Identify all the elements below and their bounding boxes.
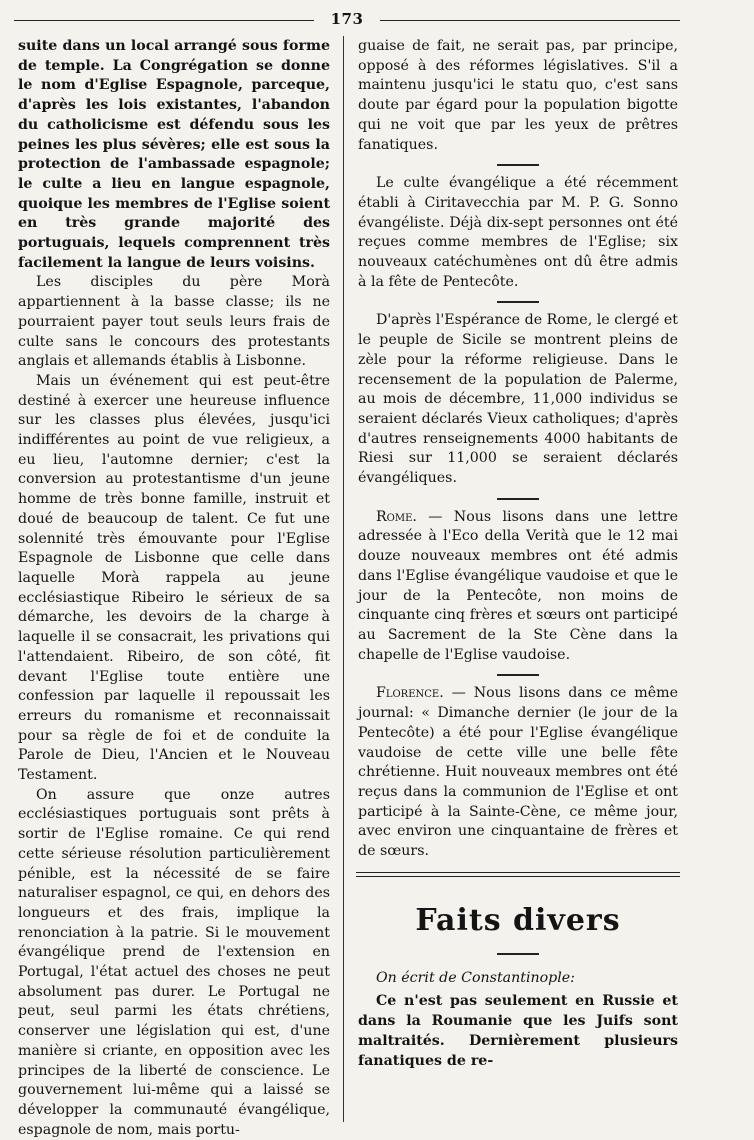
item-text-florence: — Nous lisons dans ce même journal: « Dimanche dernier (le jour de la Pentecôte) a été pour l'Eglise évangélique vaudoise de cette ville une belle fête chrétienne. Huit nouveaux membres ont été reçus dans la communion de l'Eglise et ont participé à la Sainte-Cène, ce même jour, avec environ une cinquantaine de frères et de sœurs. — [358, 685, 678, 860]
left-paragraph: suite dans un local arrangé sous forme de temple. La Congrégation se donne le nom d'Eglise Espagnole, parceque, d'après les lois existantes, l'abandon du catholicisme est défendu sous les peines les plus sévères; elle est sous la protection de l'ambassade espagnole; le culte a lieu en langue espagnole, quoique les membres de l'Eglise soient en très grande majorité des portuguais, lequels comprennent très facilement la langue de leurs voisins. — [18, 38, 330, 271]
right-column — [358, 37, 678, 1071]
news-item-sicile: D'après l'Espérance de Rome, le clergé et le peuple de Sicile se montrent pleins de zèle pour la réforme religieuse. Dans le recensement de la population de Palerme, au mois de décembre, 11,000 individus se seraient déclarés Vieux catholiques; d'après d'autres renseignements 4000 habitants de Riesi sur 11,000 se seraient déclarés évangéliques. — [358, 312, 678, 487]
news-item-rome — [358, 508, 678, 666]
section-separator — [497, 953, 539, 955]
news-item-florence — [358, 684, 678, 861]
news-item-civitavecchia: Le culte évangélique a été récemment établi à Ciritavecchia par M. P. G. Sonno évangéliste. Déjà dix-sept personnes ont été reçues comme membres de l'Eglise; six nouveaux catéchumènes ont dû être admis à la fête de Pentecôte. — [358, 175, 678, 290]
item-lead-florence: Florence. — [376, 685, 444, 702]
section-title: Faits divers — [415, 902, 621, 938]
page-number: 173 — [330, 10, 364, 28]
section-text: Ce n'est pas seulement en Russie et dans la Roumanie que les Juifs sont maltraités. Dernièrement plusieurs fanatiques de re- — [358, 993, 678, 1069]
section-double-rule — [356, 872, 680, 877]
header-rule-left — [14, 20, 314, 21]
item-separator — [497, 164, 539, 166]
item-separator — [497, 498, 539, 500]
page-header — [14, 8, 680, 32]
left-paragraph: Les disciples du père Morà appartiennent à la basse classe; ils ne pourraient payer tout seuls leurs frais de culte sans le concours des protestants anglais et allemands établis à Lisbonne. — [18, 274, 330, 370]
item-text-rome: — Nous lisons dans une lettre adressée à l'Eco della Verità que le 12 mai douze nouveaux membres ont été admis dans l'Eglise évangélique vaudoise et que le jour de la Pentecôte, non moins de cinquante cinq frères et sœurs ont participé au Sacrement de la Ste Cène dans la chapelle de l'Eglise vaudoise. — [358, 508, 678, 663]
section-intro: On écrit de Constantinople: — [376, 969, 575, 986]
item-separator — [497, 301, 539, 303]
right-continuation: guaise de fait, ne serait pas, par principe, opposé à des réformes législatives. S'il a maintenu jusqu'ici le statu quo, c'est sans doute par égard pour la population bigotte qui ne voit que par les yeux de prêtres fanatiques. — [358, 38, 678, 153]
left-column — [18, 37, 330, 1140]
item-separator — [497, 674, 539, 676]
header-rule-right — [380, 20, 680, 21]
column-divider — [343, 36, 344, 1122]
item-lead-rome: Rome. — [376, 508, 417, 525]
left-paragraph: Mais un événement qui est peut-être destiné à exercer une heureuse influence sur les classes plus élevées, jusqu'ici indifférentes au point de vue religieux, a eu lieu, l'automne dernier; c'est la conversion au protestantisme d'un jeune homme de très bonne famille, instruit et doué de beaucoup de talent. Ce fut une solennité très émouvante pour l'Eglise Espagnole de Lisbonne que celle dans laquelle Morà rappela au jeune ecclésiastique Ribeiro le sérieux de sa démarche, les devoirs de la charge à laquelle il se consacrait, les privations qui l'attendaient. Ribeiro, de son côté, fit devant l'Eglise toute entière une confession par laquelle il repoussait les erreurs du romanisme et reconnaissait pour sa règle de foi et de conduite la Parole de Dieu, l'Ancien et le Nouveau Testament. — [18, 372, 330, 784]
left-paragraph: On assure que onze autres ecclésiastiques portuguais sont prêts à sortir de l'Eglise romaine. Ce qui rend cette sérieuse résolution particulièrement pénible, est la nécessité de se faire naturaliser espagnol, ce qui, en dehors des longueurs et des frais, implique la renonciation à la patrie. Si le mouvement évangélique prend de l'extension en Portugal, l'état actuel des choses ne peut absolument pas durer. Le Portugal ne peut, seul parmi les états chrétiens, conserver une législation qui est, d'une manière si criante, en opposition avec les principes de la liberté de conscience. Le gouvernement lui-même qui a laissé se développer la communauté évangélique, espagnole de nom, mais portu- — [18, 786, 330, 1138]
